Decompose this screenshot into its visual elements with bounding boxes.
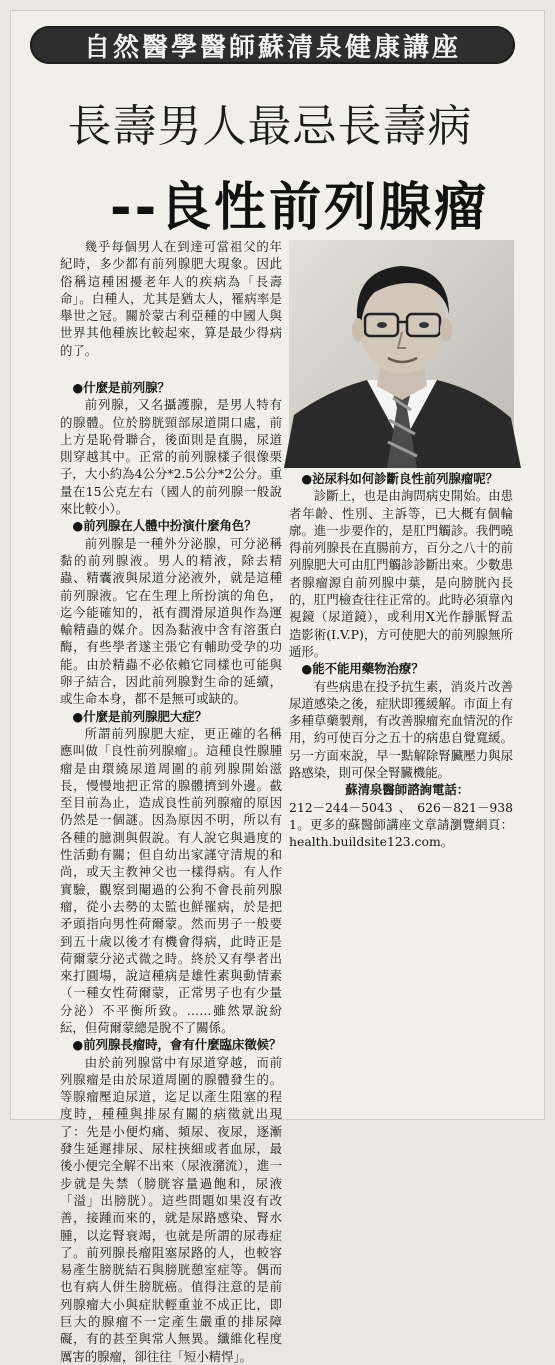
section-heading-prostate-role: ●前列腺在人體中扮演什麼角色？ bbox=[72, 518, 257, 534]
section-body-what-is-prostate: 前列腺，又名攝護腺，是男人特有的腺體。位於膀胱頸部尿道開口處，前上方是恥骨聯合，後面則是直腸，尿道則穿越其中。正常的前列腺樣子很像栗子，大小約為4公分*2.5公分*2公分。重量在15公克左右（國人的前列腺一般說來比較小）。 bbox=[60, 397, 282, 517]
section-body-diagnosis: 診斷上，也是由詢問病史開始。由患者年齡、性別、主訴等，已大概有個輪廓。進一步要作的，是肛門觸診。我們曉得前列腺長在直腸前方，百分之八十的前列腺肥大可由肛門觸診診斷出來。少數患者腺瘤源自前列腺中葉，是向膀胱內長的，肛門檢查往往正常的。此時必須靠內視鏡（尿道鏡），或利用X光作靜脈腎盂造影術(I.V.P)，方可使肥大的前列腺無所遁形。 bbox=[289, 488, 513, 659]
section-heading-hypertrophy: ●什麼是前列腺肥大症？ bbox=[72, 708, 208, 724]
section-body-symptoms: 由於前列腺當中有尿道穿越，而前列腺瘤是由於尿道周圍的腺體發生的。等腺瘤壓迫尿道，迄足以產生阻塞的程度時，種種與排尿有關的病徵就出現了：先是小便灼痛、頻尿、夜尿，逐漸發生延遲排尿、尿柱挾細或者血尿，最後小便完全解不出來（尿液瀦流），進一步就是失禁（膀胱容量過飽和，尿液「溢」出膀胱）。這些問題如果沒有改善，接踵而來的，就是尿路感染、腎水腫，以迄腎衰竭，也就是所謂的尿毒症了。前列腺長瘤阻塞尿路的人，也較容易產生膀胱結石與膀胱憩室症等。偶而也有病人併生膀胱癌。值得注意的是前列腺瘤大小與症狀輕重並不成正比，即巨大的腺瘤不一定產生嚴重的排尿障礙，有的甚至與常人無異。纖維化程度厲害的腺瘤，卻往往「短小精悍」。 bbox=[60, 1054, 282, 1364]
section-heading-what-is-prostate: ●什麼是前列腺？ bbox=[72, 380, 170, 395]
section-heading-diagnosis: ●泌尿科如何診斷良性前列腺瘤呢？ bbox=[301, 471, 499, 486]
section-heading-symptoms: ●前列腺長瘤時，會有什麼臨床徵候？ bbox=[72, 1037, 282, 1053]
section-body-hypertrophy: 所謂前列腺肥大症，更正確的名稱應叫做「良性前列腺瘤」。這種良性腺腫瘤是由環繞尿道周圍的前列腺開始滋長，慢慢地把正常的腺體擠到外邊。截至目前為止，造成良性前列腺瘤的原因仍然是一個謎。因為原因不明，所以有各種的臆測與假說。有人說它與過度的性活動有關；但自幼出家謹守清規的和尚，或天主教神父也一樣得病。有人作實驗，觀察到閹過的公狗不會長前列腺瘤，從小去勢的太監也鮮罹病，於是把矛頭指向男性荷爾蒙。然而男子一般要到五十歲以後才有機會得病，此時正是荷爾蒙分泌式微之時。終於又有學者出來打圓場，說這種病是雄性素與動情素（一種女性荷爾蒙，正常男子也有少量分泌）不平衡所致。……雖然眾說紛紜，但荷爾蒙總是脫不了關係。 bbox=[60, 725, 282, 1035]
intro-paragraph: 幾乎每個男人在到達可當祖父的年紀時，多少都有前列腺肥大現象。因此俗稱這種困擾老年人的疾病為「長壽命」。白種人，尤其是猶太人，罹病率是舉世之冠。關於蒙古利亞種的中國人與世界其他種族比較起來，算是最少得病的了。 bbox=[60, 239, 282, 358]
article-subtitle: --良性前列腺瘤 bbox=[110, 178, 490, 238]
column-banner bbox=[30, 26, 515, 64]
section-body-prostate-role: 前列腺是一種外分泌腺，可分泌稱黏的前列腺液。男人的精液，除去精蟲、精囊液與尿道分泌液外，就是這種前列腺液。它在生理上所扮演的角色，迄今能確知的，祇有潤滑尿道與作為運輸精蟲的媒介。因為黏液中含有溶蛋白酶，有些學者遂主張它有輔助受孕的功能。由於精蟲不必依賴它同樣也可能與卵子結合，因此前列腺對生命的延續，或生命本身，都不是無可或缺的。 bbox=[60, 535, 282, 707]
doctor-photo bbox=[289, 240, 514, 468]
contact-details: 212－244－5043、626－821－9381。更多的蘇醫師講座文章請瀏覽網頁：health.buildsite123.com。 bbox=[289, 799, 513, 850]
article-column-right bbox=[289, 470, 513, 851]
section-body-medication: 有些病患在投予抗生素，消炎片改善尿道感染之後，症狀即獲緩解。市面上有多種草藥製劑，有改善腺瘤充血情況的作用，約可使百分之五十的病患自覺寬緩。另一方面來說，早一點解除腎臟壓力與尿路感染，則可保全腎臟機能。 bbox=[289, 678, 513, 781]
article-intro bbox=[60, 238, 282, 359]
contact-heading: 蘇清泉醫師諮詢電話： bbox=[345, 782, 470, 798]
article-column-left bbox=[60, 379, 282, 1364]
doctor-portrait-image bbox=[289, 240, 514, 468]
column-banner-text: 自然醫學醫師蘇清泉健康講座 bbox=[83, 32, 461, 63]
article-title: 長壽男人最忌長壽病 bbox=[67, 101, 473, 152]
section-heading-medication: ●能不能用藥物治療？ bbox=[301, 661, 424, 677]
